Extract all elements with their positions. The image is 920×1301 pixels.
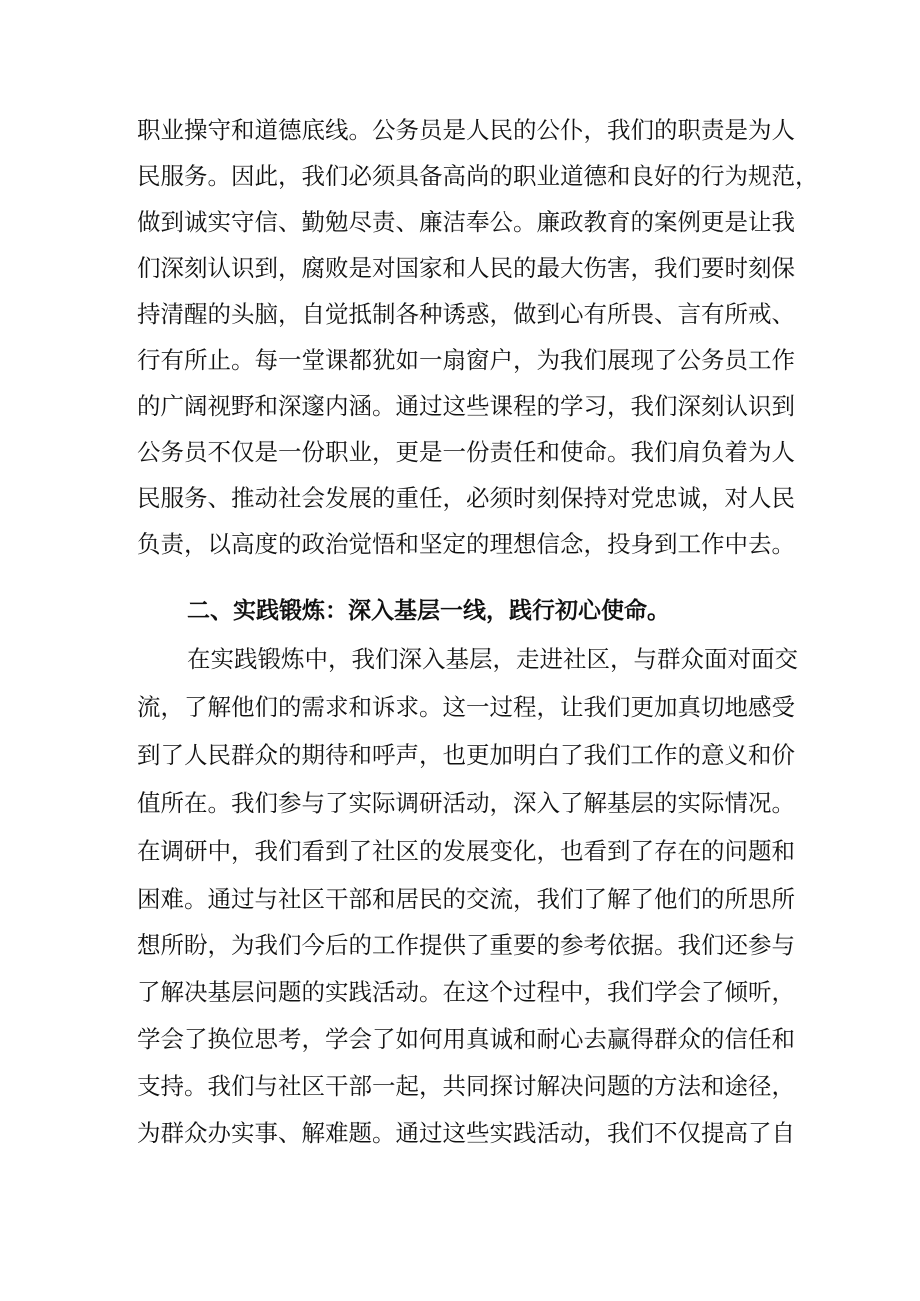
paragraph-line: 为群众办实事、解难题。通过这些实践活动，我们不仅提高了自 xyxy=(137,1119,795,1147)
paragraph-line: 想所盼，为我们今后的工作提供了重要的参考依据。我们还参与 xyxy=(137,931,795,959)
paragraph-line: 公务员不仅是一份职业，更是一份责任和使命。我们肩负着为人 xyxy=(137,438,795,466)
paragraph-line: 流，了解他们的需求和诉求。这一过程，让我们更加真切地感受 xyxy=(137,693,795,721)
paragraph-line: 行有所止。每一堂课都犹如一扇窗户，为我们展现了公务员工作 xyxy=(137,346,795,374)
paragraph-line: 在实践锻炼中，我们深入基层，走进社区，与群众面对面交 xyxy=(187,645,798,673)
paragraph-line: 民服务。因此，我们必须具备高尚的职业道德和良好的行为规范， xyxy=(137,162,819,190)
paragraph-line: 负责，以高度的政治觉悟和坚定的理想信念，投身到工作中去。 xyxy=(137,530,795,558)
paragraph-line: 在调研中，我们看到了社区的发展变化，也看到了存在的问题和 xyxy=(137,837,795,865)
paragraph-line: 民服务、推动社会发展的重任，必须时刻保持对党忠诚，对人民 xyxy=(137,484,795,512)
section-heading: 二、实践锻炼：深入基层一线，践行初心使命。 xyxy=(187,598,670,624)
paragraph-line: 职业操守和道德底线。公务员是人民的公仆，我们的职责是为人 xyxy=(137,116,795,144)
paragraph-line: 学会了换位思考，学会了如何用真诚和耐心去赢得群众的信任和 xyxy=(137,1025,795,1053)
paragraph-line: 值所在。我们参与了实际调研活动，深入了解基层的实际情况。 xyxy=(137,789,795,817)
paragraph-line: 到了人民群众的期待和呼声，也更加明白了我们工作的意义和价 xyxy=(137,741,795,769)
paragraph-line: 持清醒的头脑，自觉抵制各种诱惑，做到心有所畏、言有所戒、 xyxy=(137,300,795,328)
paragraph-line: 支持。我们与社区干部一起，共同探讨解决问题的方法和途径， xyxy=(137,1072,795,1100)
paragraph-line: 的广阔视野和深邃内涵。通过这些课程的学习，我们深刻认识到 xyxy=(137,392,795,420)
paragraph-line: 们深刻认识到，腐败是对国家和人民的最大伤害，我们要时刻保 xyxy=(137,254,795,282)
paragraph-line: 了解决基层问题的实践活动。在这个过程中，我们学会了倾听， xyxy=(137,978,795,1006)
paragraph-line: 困难。通过与社区干部和居民的交流，我们了解了他们的所思所 xyxy=(137,885,795,913)
paragraph-line: 做到诚实守信、勤勉尽责、廉洁奉公。廉政教育的案例更是让我 xyxy=(137,208,795,236)
